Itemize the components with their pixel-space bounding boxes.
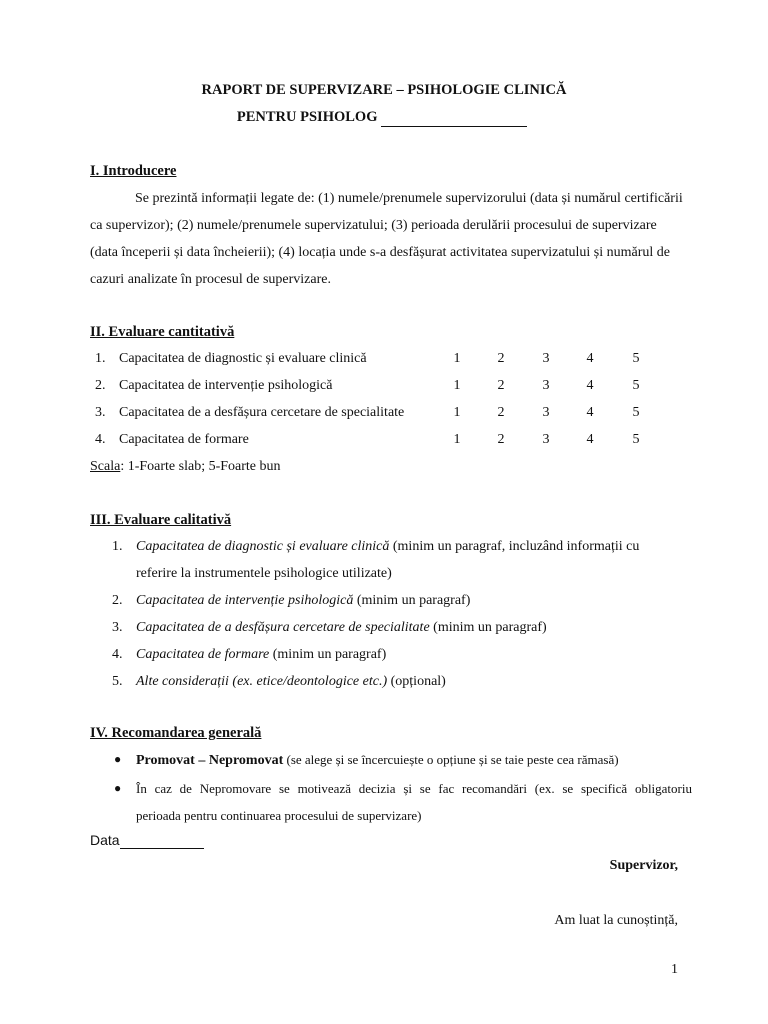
item-rest: (minim un paragraf) (429, 620, 547, 635)
score-2: 2 (497, 378, 505, 393)
bullet-1-rest: (se alege și se încercuiește o opțiune și se taie peste cea rămasă) (283, 752, 619, 767)
document-title: RAPORT DE SUPERVIZARE – PSIHOLOGIE CLINICĂ (201, 82, 567, 98)
date-blank (120, 832, 204, 849)
item-number: 3. (112, 620, 123, 635)
score-4: 4 (586, 405, 594, 420)
item-rest: (minim un paragraf) (269, 647, 387, 662)
score-4: 4 (586, 378, 594, 393)
item-number: 5. (112, 674, 123, 689)
row-label: Capacitatea de formare (119, 432, 249, 447)
section-3-heading: III. Evaluare calitativă (90, 512, 232, 528)
row-label: Capacitatea de a desfășura cercetare de specialitate (119, 405, 405, 420)
page-number: 1 (671, 962, 678, 977)
acknowledged-label: Am luat la cunoștință, (554, 913, 678, 928)
quantitative-row (95, 432, 655, 459)
item-rest: (opțional) (387, 674, 446, 689)
section-1-paragraph (90, 185, 685, 293)
score-2: 2 (497, 432, 505, 447)
scale-text: : 1-Foarte slab; 5-Foarte bun (120, 459, 281, 474)
item-rest: (minim un paragraf, incluzând informații cu (389, 539, 640, 554)
date-label: Data (90, 832, 120, 848)
row-number: 1. (95, 351, 106, 366)
date-field (90, 832, 204, 849)
score-3: 3 (542, 351, 550, 366)
bullet-icon: ● (114, 781, 122, 795)
section-1-paragraph-text: Se prezintă informații legate de: (1) numele/prenumele supervizorului (data și numărul certificării ca supervizor); (2) numele/prenumele supervizatului; (3) perioada derulării procesului de supervizare (data începerii și data încheierii); (4) locația unde s-a desfășurat activitatea supervizatului și numărul de cazuri analizate în procesul de supervizare. (90, 191, 683, 287)
item-text (136, 614, 692, 641)
score-1: 1 (453, 378, 461, 393)
score-3: 3 (542, 432, 550, 447)
score-4: 4 (586, 432, 594, 447)
score-3: 3 (542, 405, 550, 420)
bullet-text (136, 746, 692, 774)
row-number: 2. (95, 378, 106, 393)
item-rest: (minim un paragraf) (353, 593, 471, 608)
item-italic: Capacitatea de formare (136, 647, 270, 662)
score-1: 1 (453, 405, 461, 420)
score-2: 2 (497, 405, 505, 420)
item-italic: Capacitatea de a desfășura cercetare de specialitate (136, 620, 430, 635)
section-2-heading: II. Evaluare cantitativă (90, 324, 235, 340)
item-italic: Alte considerații (ex. etice/deontologice etc.) (136, 674, 388, 689)
bullet-2-line2: perioada pentru continuarea procesului de supervizare) (136, 808, 422, 823)
scale-label: Scala (90, 459, 121, 474)
item-line2: referire la instrumentele psihologice utilizate) (136, 566, 392, 581)
supervisor-signature-label: Supervizor, (609, 858, 678, 873)
item-number: 2. (112, 593, 123, 608)
quantitative-row (95, 351, 655, 378)
qualitative-item (112, 533, 692, 587)
section-1-heading: I. Introducere (90, 163, 177, 179)
subtitle-text: PENTRU PSIHOLOG (236, 109, 378, 125)
score-5: 5 (632, 351, 640, 366)
item-text (136, 641, 692, 668)
item-italic: Capacitatea de intervenție psihologică (136, 593, 354, 608)
psychologist-name-blank (381, 109, 527, 127)
item-number: 1. (112, 539, 123, 554)
recommendation-bullet (112, 746, 692, 773)
quantitative-row (95, 405, 655, 432)
scale-note (90, 459, 281, 475)
document-subtitle (0, 109, 766, 127)
section-4-heading: IV. Recomandarea generală (90, 725, 262, 741)
item-text (136, 533, 692, 587)
score-1: 1 (453, 351, 461, 366)
item-number: 4. (112, 647, 123, 662)
row-label: Capacitatea de diagnostic și evaluare clinică (119, 351, 367, 366)
bullet-icon: ● (114, 752, 122, 766)
score-2: 2 (497, 351, 505, 366)
promotion-option: Promovat – Nepromovat (136, 753, 284, 768)
item-italic: Capacitatea de diagnostic și evaluare clinică (136, 539, 390, 554)
bullet-2-line1: În caz de Nepromovare se motivează decizia și se fac recomandări (ex. se specifică obligatoriu (136, 781, 692, 796)
score-3: 3 (542, 378, 550, 393)
score-4: 4 (586, 351, 594, 366)
recommendation-bullet (112, 775, 692, 829)
quantitative-row (95, 378, 655, 405)
item-text (136, 668, 692, 695)
row-label: Capacitatea de intervenție psihologică (119, 378, 333, 393)
score-1: 1 (453, 432, 461, 447)
row-number: 3. (95, 405, 106, 420)
score-5: 5 (632, 378, 640, 393)
score-5: 5 (632, 432, 640, 447)
bullet-text (136, 775, 692, 829)
row-number: 4. (95, 432, 106, 447)
item-text (136, 587, 692, 614)
score-5: 5 (632, 405, 640, 420)
